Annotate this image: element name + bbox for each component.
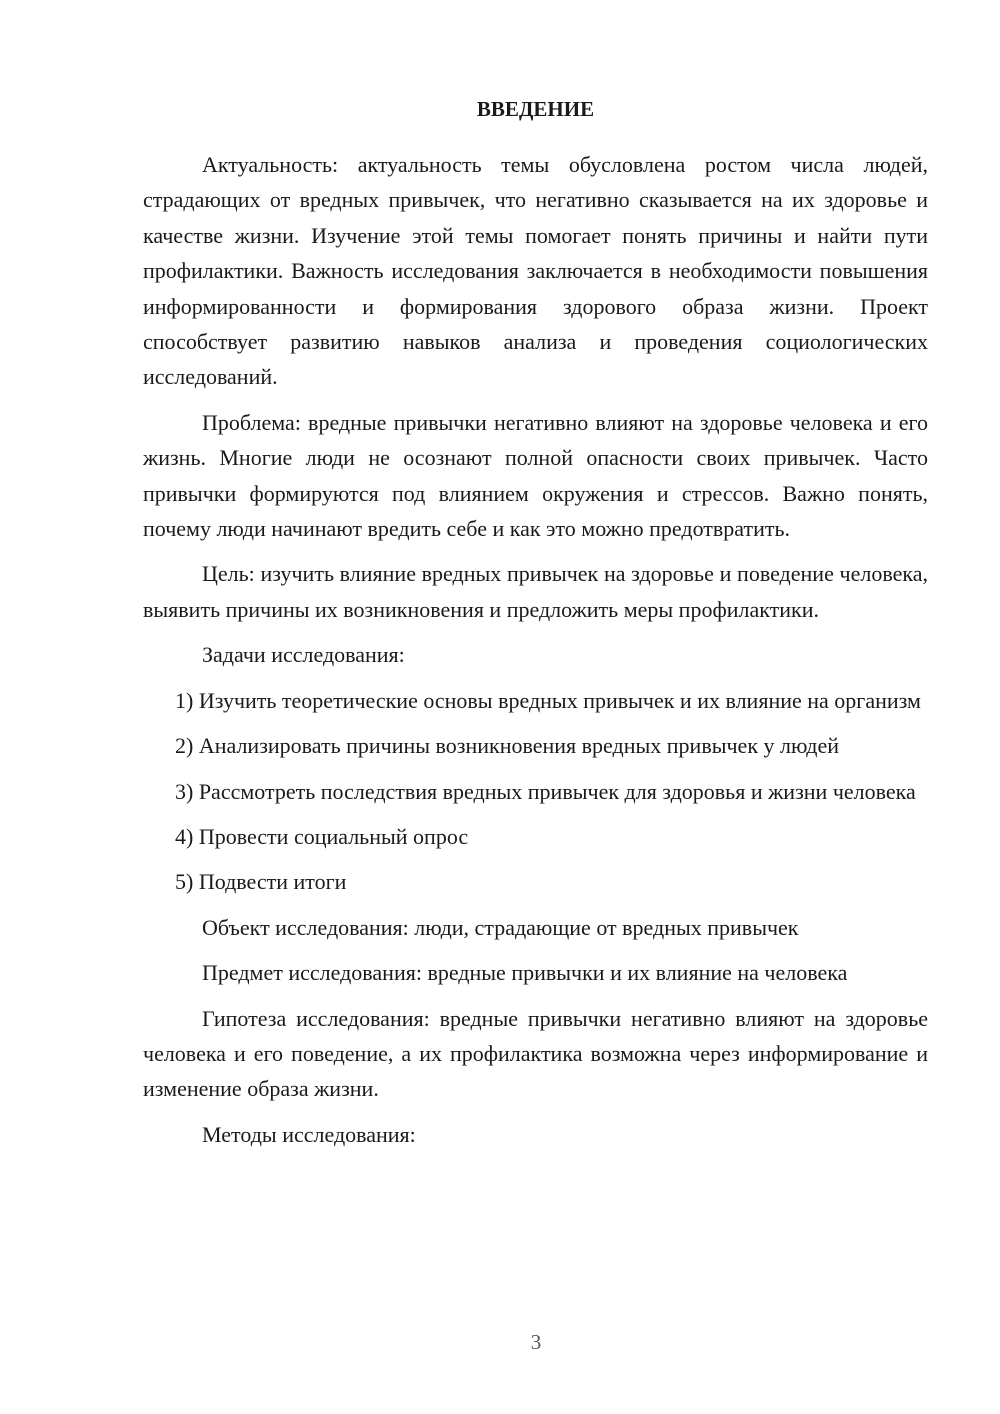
task-item-5: 5) Подвести итоги	[175, 869, 347, 895]
page-content	[143, 92, 928, 1162]
tasks-heading: Задачи исследования:	[202, 642, 405, 668]
task-item-2: 2) Анализировать причины возникновения вредных привычек у людей	[175, 733, 840, 759]
object-paragraph: Объект исследования: люди, страдающие от вредных привычек	[202, 914, 799, 940]
task-item-1: 1) Изучить теоретические основы вредных привычек и их влияние на организм	[175, 687, 921, 713]
page-number: 3	[530, 1330, 542, 1354]
methods-heading: Методы исследования:	[202, 1121, 416, 1147]
problem-paragraph: Проблема: вредные привычки негативно влияют на здоровье человека и его жизнь. Многие люди не осознают полной опасности своих привычек. Часто привычки формируются под влиянием окружения и стрессов. Важно понять, почему люди начинают вредить себе и как это можно предотвратить.	[143, 409, 928, 542]
goal-paragraph: Цель: изучить влияние вредных привычек на здоровье и поведение человека, выявить причины их возникновения и предложить меры профилактики.	[143, 561, 928, 622]
hypothesis-paragraph: Гипотеза исследования: вредные привычки негативно влияют на здоровье человека и его поведение, а их профилактика возможна через информирование и изменение образа жизни.	[143, 1005, 928, 1102]
relevance-paragraph: Актуальность: актуальность темы обусловлена ростом числа людей, страдающих от вредных привычек, что негативно сказывается на их здоровье и качестве жизни. Изучение этой темы помогает понять причины и найти пути профилактики. Важность исследования заключается в необходимости повышения информированности и формирования здорового образа жизни. Проект способствует развитию навыков анализа и проведения социологических исследований.	[143, 152, 928, 390]
subject-paragraph: Предмет исследования: вредные привычки и их влияние на человека	[202, 960, 848, 986]
task-item-3: 3) Рассмотреть последствия вредных привычек для здоровья и жизни человека	[175, 778, 916, 804]
task-item-4: 4) Провести социальный опрос	[175, 823, 469, 849]
section-title: ВВЕДЕНИЕ	[476, 97, 595, 121]
